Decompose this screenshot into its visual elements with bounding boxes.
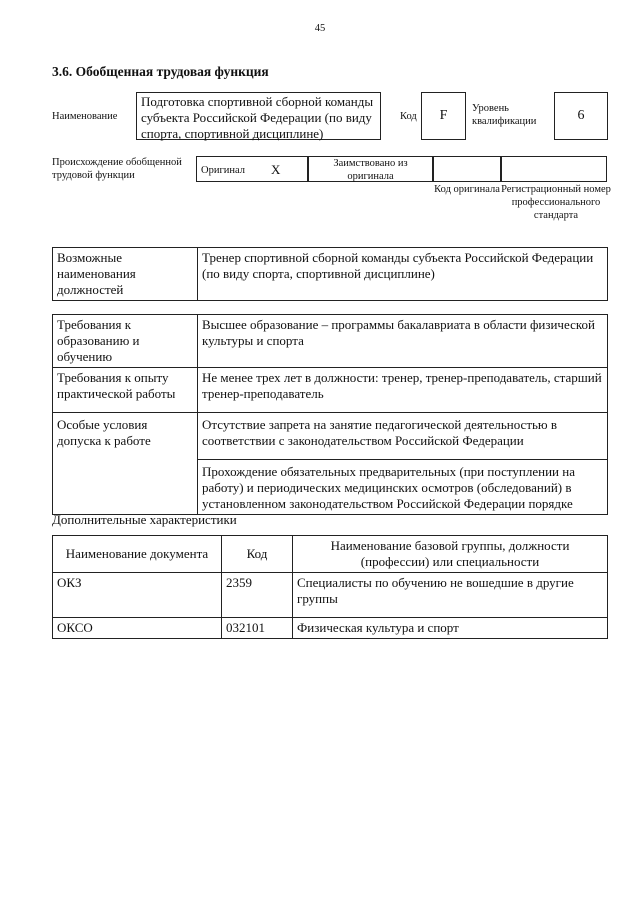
page-number: 45 [314, 23, 326, 34]
add-row2-code: 032101 [222, 618, 293, 639]
table-row [53, 248, 608, 301]
level-label: Уровень квалификации [472, 103, 537, 127]
add-row2-doc: ОКСО [53, 618, 222, 639]
origin-reg-cell [501, 156, 607, 182]
additional-title: Дополнительные характеристики [52, 512, 237, 527]
level-value: 6 [554, 92, 608, 140]
add-header-code: Код [222, 536, 293, 573]
req-special-value-1: Отсутствие запрета на занятие педагогической деятельностью в соответствии с законодательством Российской Федерации [198, 413, 608, 460]
add-row1-doc: ОКЗ [53, 573, 222, 618]
origin-label: Происхождение обобщенной трудовой функции [52, 157, 182, 181]
origin-original-cell [196, 156, 308, 182]
table-row [53, 536, 608, 573]
req-education-label: Требования к образованию и обучению [53, 315, 198, 368]
origin-code-caption: Код оригинала [434, 184, 500, 195]
req-experience-value: Не менее трех лет в должности: тренер, тренер-преподаватель, старший тренер-преподаватель [198, 368, 608, 413]
req-special-label: Особые условия допуска к работе [53, 413, 198, 515]
table-row [53, 368, 608, 413]
table-row [53, 573, 608, 618]
add-row1-group: Специалисты по обучению не вошедшие в другие группы [293, 573, 608, 618]
add-row1-code: 2359 [222, 573, 293, 618]
req-experience-label: Требования к опыту практической работы [53, 368, 198, 413]
req-education-value: Высшее образование – программы бакалавриата в области физической культуры и спорта [198, 315, 608, 368]
add-row2-group: Физическая культура и спорт [293, 618, 608, 639]
req-special-value-2: Прохождение обязательных предварительных (при поступлении на работу) и периодических медицинских осмотров (обследований) в установленном законодательством Российской Федерации порядке [198, 460, 608, 515]
add-header-group: Наименование базовой группы, должности (профессии) или специальности [293, 536, 608, 573]
requirements-table [52, 314, 608, 515]
code-value: F [421, 92, 466, 140]
positions-value: Тренер спортивной сборной команды субъекта Российской Федерации (по виду спорта, спортивной дисциплине) [198, 248, 608, 301]
positions-label: Возможные наименования должностей [53, 248, 198, 301]
origin-original-label: Оригинал [201, 165, 245, 176]
add-header-doc: Наименование документа [53, 536, 222, 573]
origin-reg-caption: Регистрационный номер профессионального стандарта [501, 184, 611, 221]
table-row [53, 315, 608, 368]
name-label: Наименование [52, 111, 118, 122]
name-value: Подготовка спортивной сборной команды субъекта Российской Федерации (по виду спорта, спортивной дисциплине) [136, 92, 381, 140]
origin-borrowed-cell: Заимствовано из оригинала [308, 156, 433, 182]
table-row [53, 413, 608, 460]
section-title: 3.6. Обобщенная трудовая функция [52, 64, 269, 79]
positions-table [52, 247, 608, 301]
additional-table [52, 535, 608, 639]
table-row [53, 618, 608, 639]
code-label: Код [400, 111, 417, 122]
origin-code-cell [433, 156, 501, 182]
origin-original-mark: X [271, 162, 281, 177]
